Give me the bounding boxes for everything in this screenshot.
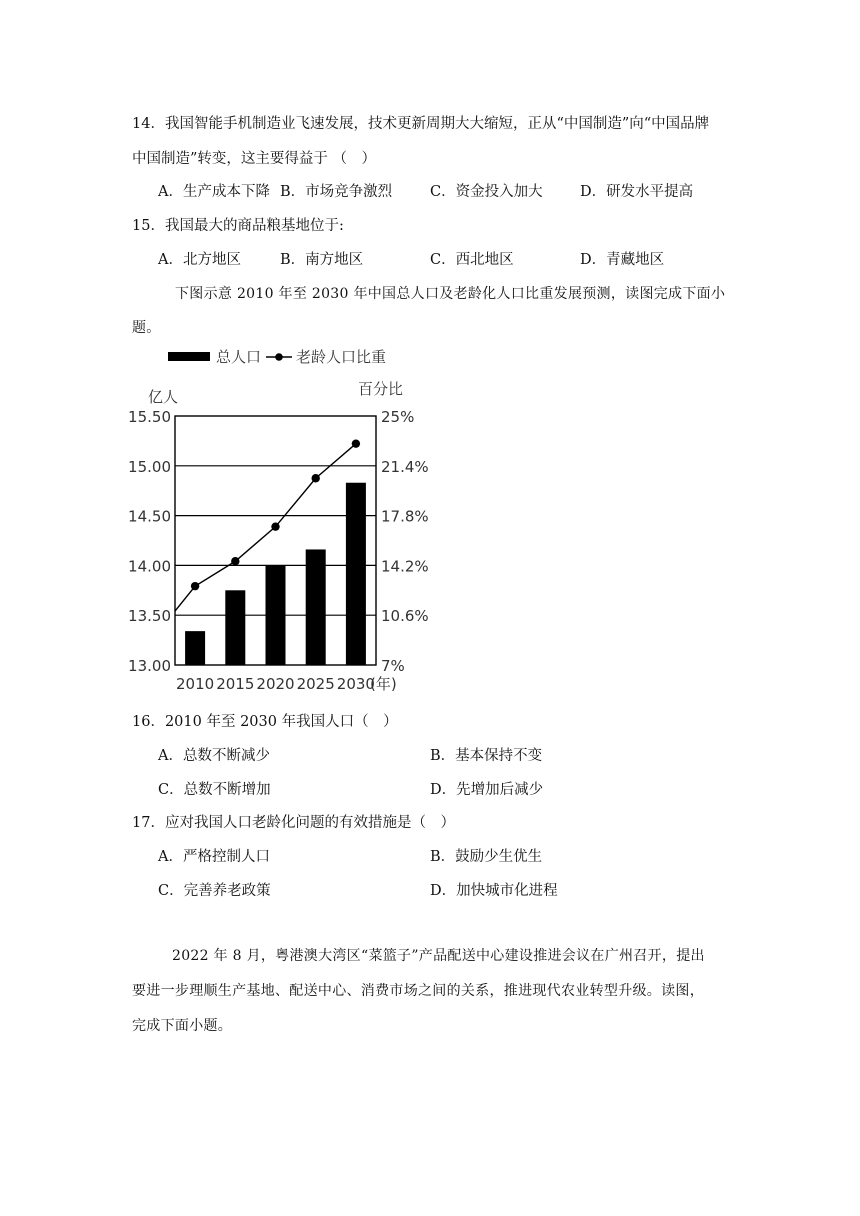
q15-option-d: D．青藏地区 (580, 252, 665, 268)
q17-option-a: A．严格控制人口 (158, 849, 270, 865)
left-tick-label: 15.50 (128, 408, 171, 426)
q15-option-a: A．北方地区 (158, 252, 241, 268)
q14-option-d: D．研发水平提高 (580, 184, 694, 200)
bar (306, 549, 326, 665)
intro2-line3: 完成下面小题。 (132, 1018, 233, 1034)
line-point (312, 474, 320, 482)
chart-legend (168, 348, 386, 366)
q17-stem: 17．应对我国人口老龄化问题的有效措施是（ ） (132, 815, 455, 831)
intro1-line1: 下图示意 2010 年至 2030 年中国总人口及老龄化人口比重发展预测，读图完成下面小 (175, 286, 726, 302)
q16-option-c: C．总数不断增加 (158, 782, 271, 798)
bar (266, 565, 286, 665)
q17-option-c: C．完善养老政策 (158, 883, 271, 899)
bar (185, 631, 205, 665)
right-tick-label: 21.4% (381, 457, 429, 476)
q16-stem: 16．2010 年至 2030 年我国人口（ ） (132, 714, 398, 730)
q14-stem-line2: 中国制造”转变，这主要得益于 （ ） (132, 151, 377, 167)
population-chart (120, 338, 450, 698)
line-point (271, 522, 279, 530)
x-tick-label: 2010 (176, 675, 215, 693)
right-axis-unit: 百分比 (358, 380, 404, 398)
x-tick-label: 2025 (296, 675, 335, 693)
q16-option-a: A．总数不断减少 (158, 748, 270, 764)
intro2-line1: 2022 年 8 月，粤港澳大湾区“菜篮子”产品配送中心建设推进会议在广州召开，提出 (172, 948, 705, 964)
line-point (191, 582, 199, 590)
left-axis-unit: 亿人 (148, 388, 179, 406)
x-tick-label: 2015 (216, 675, 255, 693)
q17-option-d: D．加快城市化进程 (430, 883, 558, 899)
bar (346, 483, 366, 665)
q14-option-a: A．生产成本下降 (158, 184, 270, 200)
q15-option-b: B．南方地区 (280, 252, 364, 268)
left-tick-label: 15.00 (128, 457, 171, 476)
x-axis-unit: (年) (370, 675, 397, 693)
x-tick-label: 2030 (336, 675, 375, 693)
right-tick-label: 14.2% (381, 557, 429, 576)
intro1-line2: 题。 (132, 320, 161, 336)
q14-stem-line1: 14．我国智能手机制造业飞速发展，技术更新周期大大缩短，正从“中国制造”向“中国品牌 (132, 116, 710, 132)
q15-option-c: C．西北地区 (430, 252, 514, 268)
line-point (231, 557, 239, 565)
line-point (352, 439, 360, 447)
left-tick-label: 14.50 (128, 507, 171, 526)
right-tick-label: 10.6% (381, 607, 429, 626)
bar (225, 590, 245, 665)
q17-option-b: B．鼓励少生优生 (430, 849, 543, 865)
right-tick-label: 7% (381, 657, 405, 675)
legend-line-marker (275, 353, 283, 361)
legend-line-label: 老龄人口比重 (296, 348, 387, 366)
x-tick-label: 2020 (256, 675, 295, 693)
q16-option-b: B．基本保持不变 (430, 748, 543, 764)
q14-option-c: C．资金投入加大 (430, 184, 543, 200)
q14-option-b: B．市场竞争激烈 (280, 184, 393, 200)
legend-bar-label: 总人口 (216, 348, 262, 366)
intro2-line2: 要进一步理顺生产基地、配送中心、消费市场之间的关系，推进现代农业转型升级。读图， (132, 983, 704, 999)
q15-stem: 15．我国最大的商品粮基地位于: (132, 218, 344, 234)
left-tick-label: 13.00 (128, 657, 171, 675)
q16-option-d: D．先增加后减少 (430, 782, 544, 798)
right-tick-label: 17.8% (381, 507, 429, 526)
aging-ratio-line (175, 444, 356, 611)
left-tick-label: 14.00 (128, 557, 171, 576)
left-tick-label: 13.50 (128, 607, 171, 626)
legend-bar-swatch (168, 352, 210, 361)
right-tick-label: 25% (381, 408, 415, 426)
